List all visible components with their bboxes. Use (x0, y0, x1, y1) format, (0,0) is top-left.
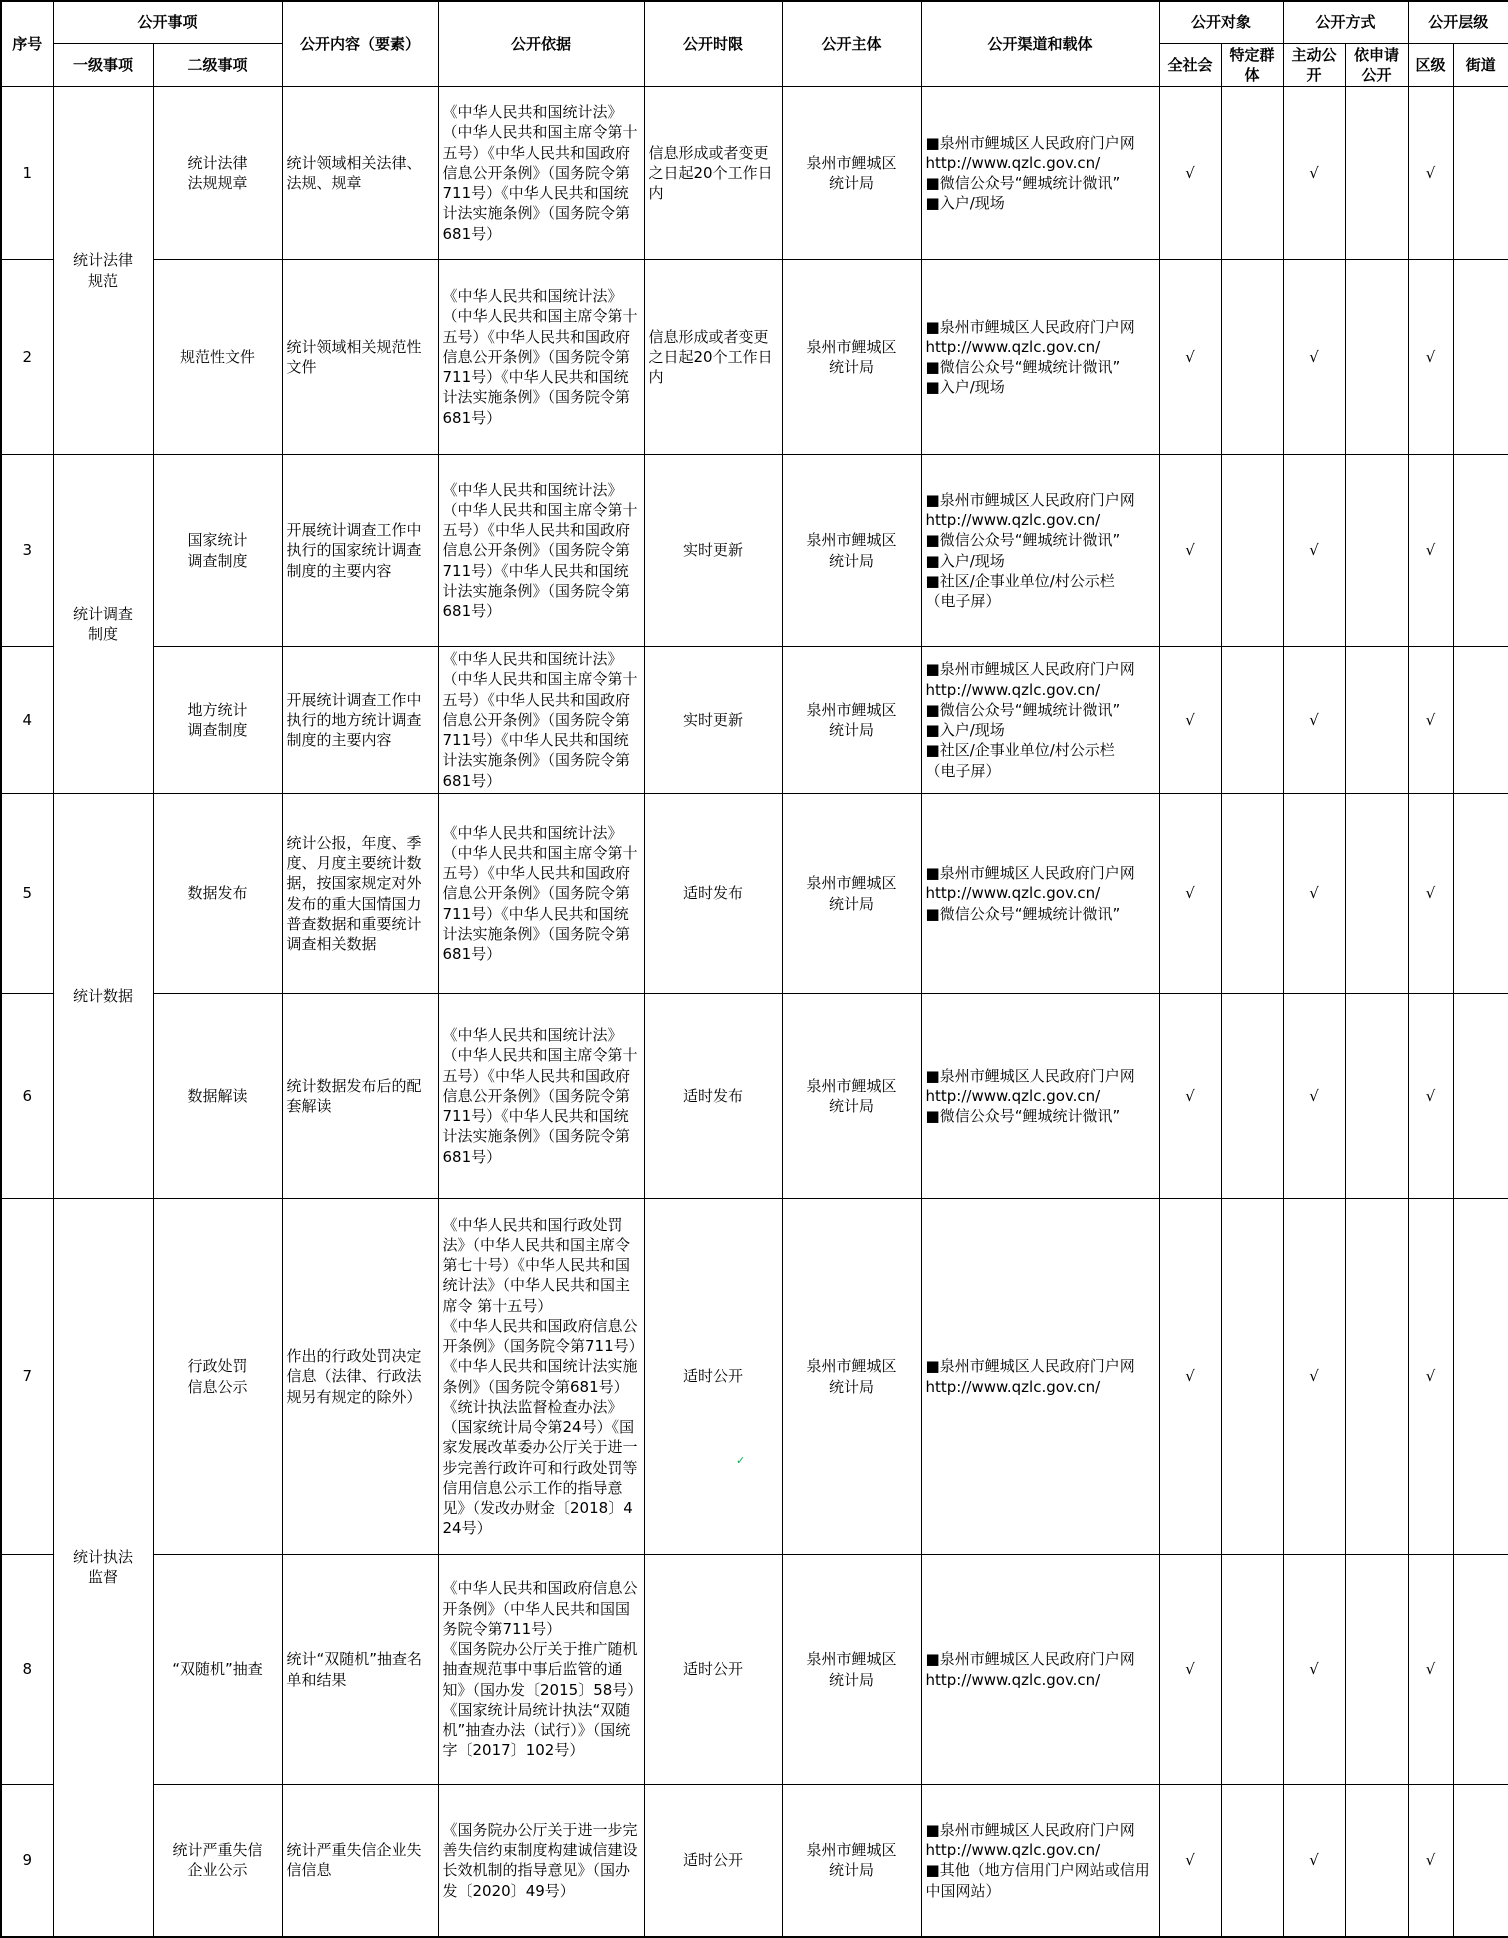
row4-subject: 泉州市鲤城区 统计局 (782, 647, 921, 794)
header-item2: 二级事项 (153, 43, 282, 87)
row3-time-limit: 实时更新 (644, 455, 782, 647)
row3-check-target-all: √ (1159, 455, 1221, 647)
row9-basis: 《国务院办公厅关于进一步完善失信约束制度构建诚信建设长效机制的指导意见》（国办发〔2020〕49号） (438, 1785, 644, 1937)
row7-check-method-proactive: √ (1283, 1199, 1345, 1555)
row8-item2: “双随机”抽查 (153, 1555, 282, 1785)
row1-check-level-street (1453, 87, 1508, 260)
row1-time-limit: 信息形成或者变更之日起20个工作日内 (644, 87, 782, 260)
row2-channels: ■泉州市鲤城区人民政府门户网 http://www.qzlc.gov.cn/ ■微信公众号“鲤城统计微讯” ■入户/现场 (921, 260, 1159, 455)
group-statistical-survey-system: 统计调查 制度 (53, 455, 153, 794)
row1-item2: 统计法律 法规规章 (153, 87, 282, 260)
row5-check-method-request (1345, 794, 1408, 994)
row1-check-method-proactive: √ (1283, 87, 1345, 260)
table-row (1, 455, 1508, 647)
row5-check-method-proactive: √ (1283, 794, 1345, 994)
row8-check-method-proactive: √ (1283, 1555, 1345, 1785)
row2-no: 2 (1, 260, 53, 455)
row8-subject: 泉州市鲤城区 统计局 (782, 1555, 921, 1785)
row1-check-level-district: √ (1408, 87, 1453, 260)
row6-check-target-specific (1221, 994, 1283, 1199)
row8-content: 统计“双随机”抽查名单和结果 (282, 1555, 438, 1785)
row6-basis: 《中华人民共和国统计法》（中华人民共和国主席令第十五号）《中华人民共和国政府信息公开条例》（国务院令第711号）《中华人民共和国统计法实施条例》（国务院令第681号） (438, 994, 644, 1199)
row4-check-method-proactive: √ (1283, 647, 1345, 794)
row1-check-target-specific (1221, 87, 1283, 260)
group-statistical-data: 统计数据 (53, 794, 153, 1199)
row1-basis: 《中华人民共和国统计法》（中华人民共和国主席令第十五号）《中华人民共和国政府信息公开条例》（国务院令第711号）《中华人民共和国统计法实施条例》（国务院令第681号） (438, 87, 644, 260)
row3-check-level-street (1453, 455, 1508, 647)
row6-check-method-proactive: √ (1283, 994, 1345, 1199)
table-row (1, 260, 1508, 455)
row5-check-target-all: √ (1159, 794, 1221, 994)
row6-check-level-district: √ (1408, 994, 1453, 1199)
row9-no: 9 (1, 1785, 53, 1937)
row3-item2: 国家统计 调查制度 (153, 455, 282, 647)
row7-check-level-street (1453, 1199, 1508, 1555)
row3-channels: ■泉州市鲤城区人民政府门户网 http://www.qzlc.gov.cn/ ■微信公众号“鲤城统计微讯” ■入户/现场 ■社区/企事业单位/村公示栏 （电子屏） (921, 455, 1159, 647)
table-row (1, 1555, 1508, 1785)
row2-check-method-request (1345, 260, 1408, 455)
table-row (1, 794, 1508, 994)
row1-no: 1 (1, 87, 53, 260)
row6-time-limit: 适时发布 (644, 994, 782, 1199)
row3-basis: 《中华人民共和国统计法》（中华人民共和国主席令第十五号）《中华人民共和国政府信息公开条例》（国务院令第711号）《中华人民共和国统计法实施条例》（国务院令第681号） (438, 455, 644, 647)
header-target-specific: 特定群体 (1221, 43, 1283, 87)
table-row (1, 87, 1508, 260)
row4-channels: ■泉州市鲤城区人民政府门户网 http://www.qzlc.gov.cn/ ■微信公众号“鲤城统计微讯” ■入户/现场 ■社区/企事业单位/村公示栏 （电子屏） (921, 647, 1159, 794)
row5-subject: 泉州市鲤城区 统计局 (782, 794, 921, 994)
row2-time-limit: 信息形成或者变更之日起20个工作日内 (644, 260, 782, 455)
row5-basis: 《中华人民共和国统计法》（中华人民共和国主席令第十五号）《中华人民共和国政府信息公开条例》（国务院令第711号）《中华人民共和国统计法实施条例》（国务院令第681号） (438, 794, 644, 994)
row7-no: 7 (1, 1199, 53, 1555)
row5-time-limit: 适时发布 (644, 794, 782, 994)
row5-check-target-specific (1221, 794, 1283, 994)
row2-basis: 《中华人民共和国统计法》（中华人民共和国主席令第十五号）《中华人民共和国政府信息公开条例》（国务院令第711号）《中华人民共和国统计法实施条例》（国务院令第681号） (438, 260, 644, 455)
group-statistical-laws: 统计法律 规范 (53, 87, 153, 455)
header-time-limit: 公开时限 (644, 1, 782, 87)
row6-check-level-street (1453, 994, 1508, 1199)
row3-check-method-proactive: √ (1283, 455, 1345, 647)
row9-check-target-all: √ (1159, 1785, 1221, 1937)
row3-no: 3 (1, 455, 53, 647)
row4-basis: 《中华人民共和国统计法》（中华人民共和国主席令第十五号）《中华人民共和国政府信息公开条例》（国务院令第711号）《中华人民共和国统计法实施条例》（国务院令第681号） (438, 647, 644, 794)
row9-time-limit: 适时公开 (644, 1785, 782, 1937)
row6-check-method-request (1345, 994, 1408, 1199)
header-subject: 公开主体 (782, 1, 921, 87)
row7-check-method-request (1345, 1199, 1408, 1555)
header-item-group: 公开事项 (53, 1, 282, 43)
row8-no: 8 (1, 1555, 53, 1785)
row1-subject: 泉州市鲤城区 统计局 (782, 87, 921, 260)
row3-check-level-district: √ (1408, 455, 1453, 647)
row1-check-method-request (1345, 87, 1408, 260)
header-item1: 一级事项 (53, 43, 153, 87)
row2-content: 统计领域相关规范性文件 (282, 260, 438, 455)
table-row (1, 647, 1508, 794)
row9-check-level-district: √ (1408, 1785, 1453, 1937)
row9-check-target-specific (1221, 1785, 1283, 1937)
row7-check-target-all: √ (1159, 1199, 1221, 1555)
row5-no: 5 (1, 794, 53, 994)
row6-subject: 泉州市鲤城区 统计局 (782, 994, 921, 1199)
row4-check-target-all: √ (1159, 647, 1221, 794)
table-row (1, 994, 1508, 1199)
header-level-group: 公开层级 (1408, 1, 1508, 43)
stray-green-mark: ✓ (736, 1454, 746, 1467)
row2-check-target-specific (1221, 260, 1283, 455)
row8-check-target-all: √ (1159, 1555, 1221, 1785)
row2-item2: 规范性文件 (153, 260, 282, 455)
header-target-group: 公开对象 (1159, 1, 1283, 43)
row3-check-method-request (1345, 455, 1408, 647)
row7-item2: 行政处罚 信息公示 (153, 1199, 282, 1555)
row1-channels: ■泉州市鲤城区人民政府门户网 http://www.qzlc.gov.cn/ ■微信公众号“鲤城统计微讯” ■入户/现场 (921, 87, 1159, 260)
row3-check-target-specific (1221, 455, 1283, 647)
row2-check-method-proactive: √ (1283, 260, 1345, 455)
row3-content: 开展统计调查工作中执行的国家统计调查制度的主要内容 (282, 455, 438, 647)
row7-check-level-district: √ (1408, 1199, 1453, 1555)
header-level-street: 街道 (1453, 43, 1508, 87)
row2-check-level-street (1453, 260, 1508, 455)
row9-subject: 泉州市鲤城区 统计局 (782, 1785, 921, 1937)
row7-check-target-specific (1221, 1199, 1283, 1555)
row9-item2: 统计严重失信 企业公示 (153, 1785, 282, 1937)
header-basis: 公开依据 (438, 1, 644, 87)
row7-content: 作出的行政处罚决定信息（法律、行政法规另有规定的除外） (282, 1199, 438, 1555)
header-channel: 公开渠道和载体 (921, 1, 1159, 87)
row6-channels: ■泉州市鲤城区人民政府门户网 http://www.qzlc.gov.cn/ ■微信公众号“鲤城统计微讯” (921, 994, 1159, 1199)
header-method-proactive: 主动公开 (1283, 43, 1345, 87)
row2-check-level-district: √ (1408, 260, 1453, 455)
row7-channels: ■泉州市鲤城区人民政府门户网 http://www.qzlc.gov.cn/ (921, 1199, 1159, 1555)
row8-check-method-request (1345, 1555, 1408, 1785)
row4-check-target-specific (1221, 647, 1283, 794)
header-content: 公开内容（要素） (282, 1, 438, 87)
row4-check-level-street (1453, 647, 1508, 794)
row8-check-level-district: √ (1408, 1555, 1453, 1785)
table-row (1, 1199, 1508, 1555)
row8-basis: 《中华人民共和国政府信息公开条例》（中华人民共和国国务院令第711号） 《国务院办公厅关于推广随机抽查规范事中事后监管的通知》（国办发〔2015〕58号） 《国家统计局统计执法“双随机”抽查办法（试行）》（国统字〔2017〕102号） (438, 1555, 644, 1785)
row5-item2: 数据发布 (153, 794, 282, 994)
row5-check-level-street (1453, 794, 1508, 994)
header-method-group: 公开方式 (1283, 1, 1408, 43)
row5-channels: ■泉州市鲤城区人民政府门户网 http://www.qzlc.gov.cn/ ■微信公众号“鲤城统计微讯” (921, 794, 1159, 994)
row2-check-target-all: √ (1159, 260, 1221, 455)
row1-content: 统计领域相关法律、法规、规章 (282, 87, 438, 260)
row7-time-limit: 适时公开 (644, 1199, 782, 1555)
row9-check-method-proactive: √ (1283, 1785, 1345, 1937)
row4-check-level-district: √ (1408, 647, 1453, 794)
row9-check-method-request (1345, 1785, 1408, 1937)
header-target-all: 全社会 (1159, 43, 1221, 87)
header-no: 序号 (1, 1, 53, 87)
row7-basis: 《中华人民共和国行政处罚法》（中华人民共和国主席令 第七十号）《中华人民共和国统计法》（中华人民共和国主席令 第十五号） 《中华人民共和国政府信息公开条例》（国务院令第711号）《中华人民共和国统计法实施条例》（国务院令第681号）《统计执法监督检查办法》（国家统计局令第24号）《国家发展改革委办公厅关于进一步完善行政许可和行政处罚等信用信息公示工作的指导意见》（发改办财金〔2018〕424号） (438, 1199, 644, 1555)
table-row (1, 1785, 1508, 1937)
header-level-district: 区级 (1408, 43, 1453, 87)
row6-content: 统计数据发布后的配套解读 (282, 994, 438, 1199)
row4-item2: 地方统计 调查制度 (153, 647, 282, 794)
row5-content: 统计公报，年度、季度、月度主要统计数据，按国家规定对外发布的重大国情国力普查数据和重要统计调查相关数据 (282, 794, 438, 994)
group-statistical-law-enforcement: 统计执法 监督 (53, 1199, 153, 1937)
row3-subject: 泉州市鲤城区 统计局 (782, 455, 921, 647)
row8-channels: ■泉州市鲤城区人民政府门户网 http://www.qzlc.gov.cn/ (921, 1555, 1159, 1785)
row6-item2: 数据解读 (153, 994, 282, 1199)
row6-check-target-all: √ (1159, 994, 1221, 1199)
row9-channels: ■泉州市鲤城区人民政府门户网 http://www.qzlc.gov.cn/ ■其他（地方信用门户网站或信用中国网站） (921, 1785, 1159, 1937)
row8-time-limit: 适时公开 (644, 1555, 782, 1785)
row4-content: 开展统计调查工作中执行的地方统计调查制度的主要内容 (282, 647, 438, 794)
row4-time-limit: 实时更新 (644, 647, 782, 794)
row5-check-level-district: √ (1408, 794, 1453, 994)
row8-check-target-specific (1221, 1555, 1283, 1785)
header-method-request: 依申请公开 (1345, 43, 1408, 87)
row2-subject: 泉州市鲤城区 统计局 (782, 260, 921, 455)
row8-check-level-street (1453, 1555, 1508, 1785)
row4-no: 4 (1, 647, 53, 794)
row1-check-target-all: √ (1159, 87, 1221, 260)
row9-check-level-street (1453, 1785, 1508, 1937)
row9-content: 统计严重失信企业失信信息 (282, 1785, 438, 1937)
row7-subject: 泉州市鲤城区 统计局 (782, 1199, 921, 1555)
row4-check-method-request (1345, 647, 1408, 794)
row6-no: 6 (1, 994, 53, 1199)
